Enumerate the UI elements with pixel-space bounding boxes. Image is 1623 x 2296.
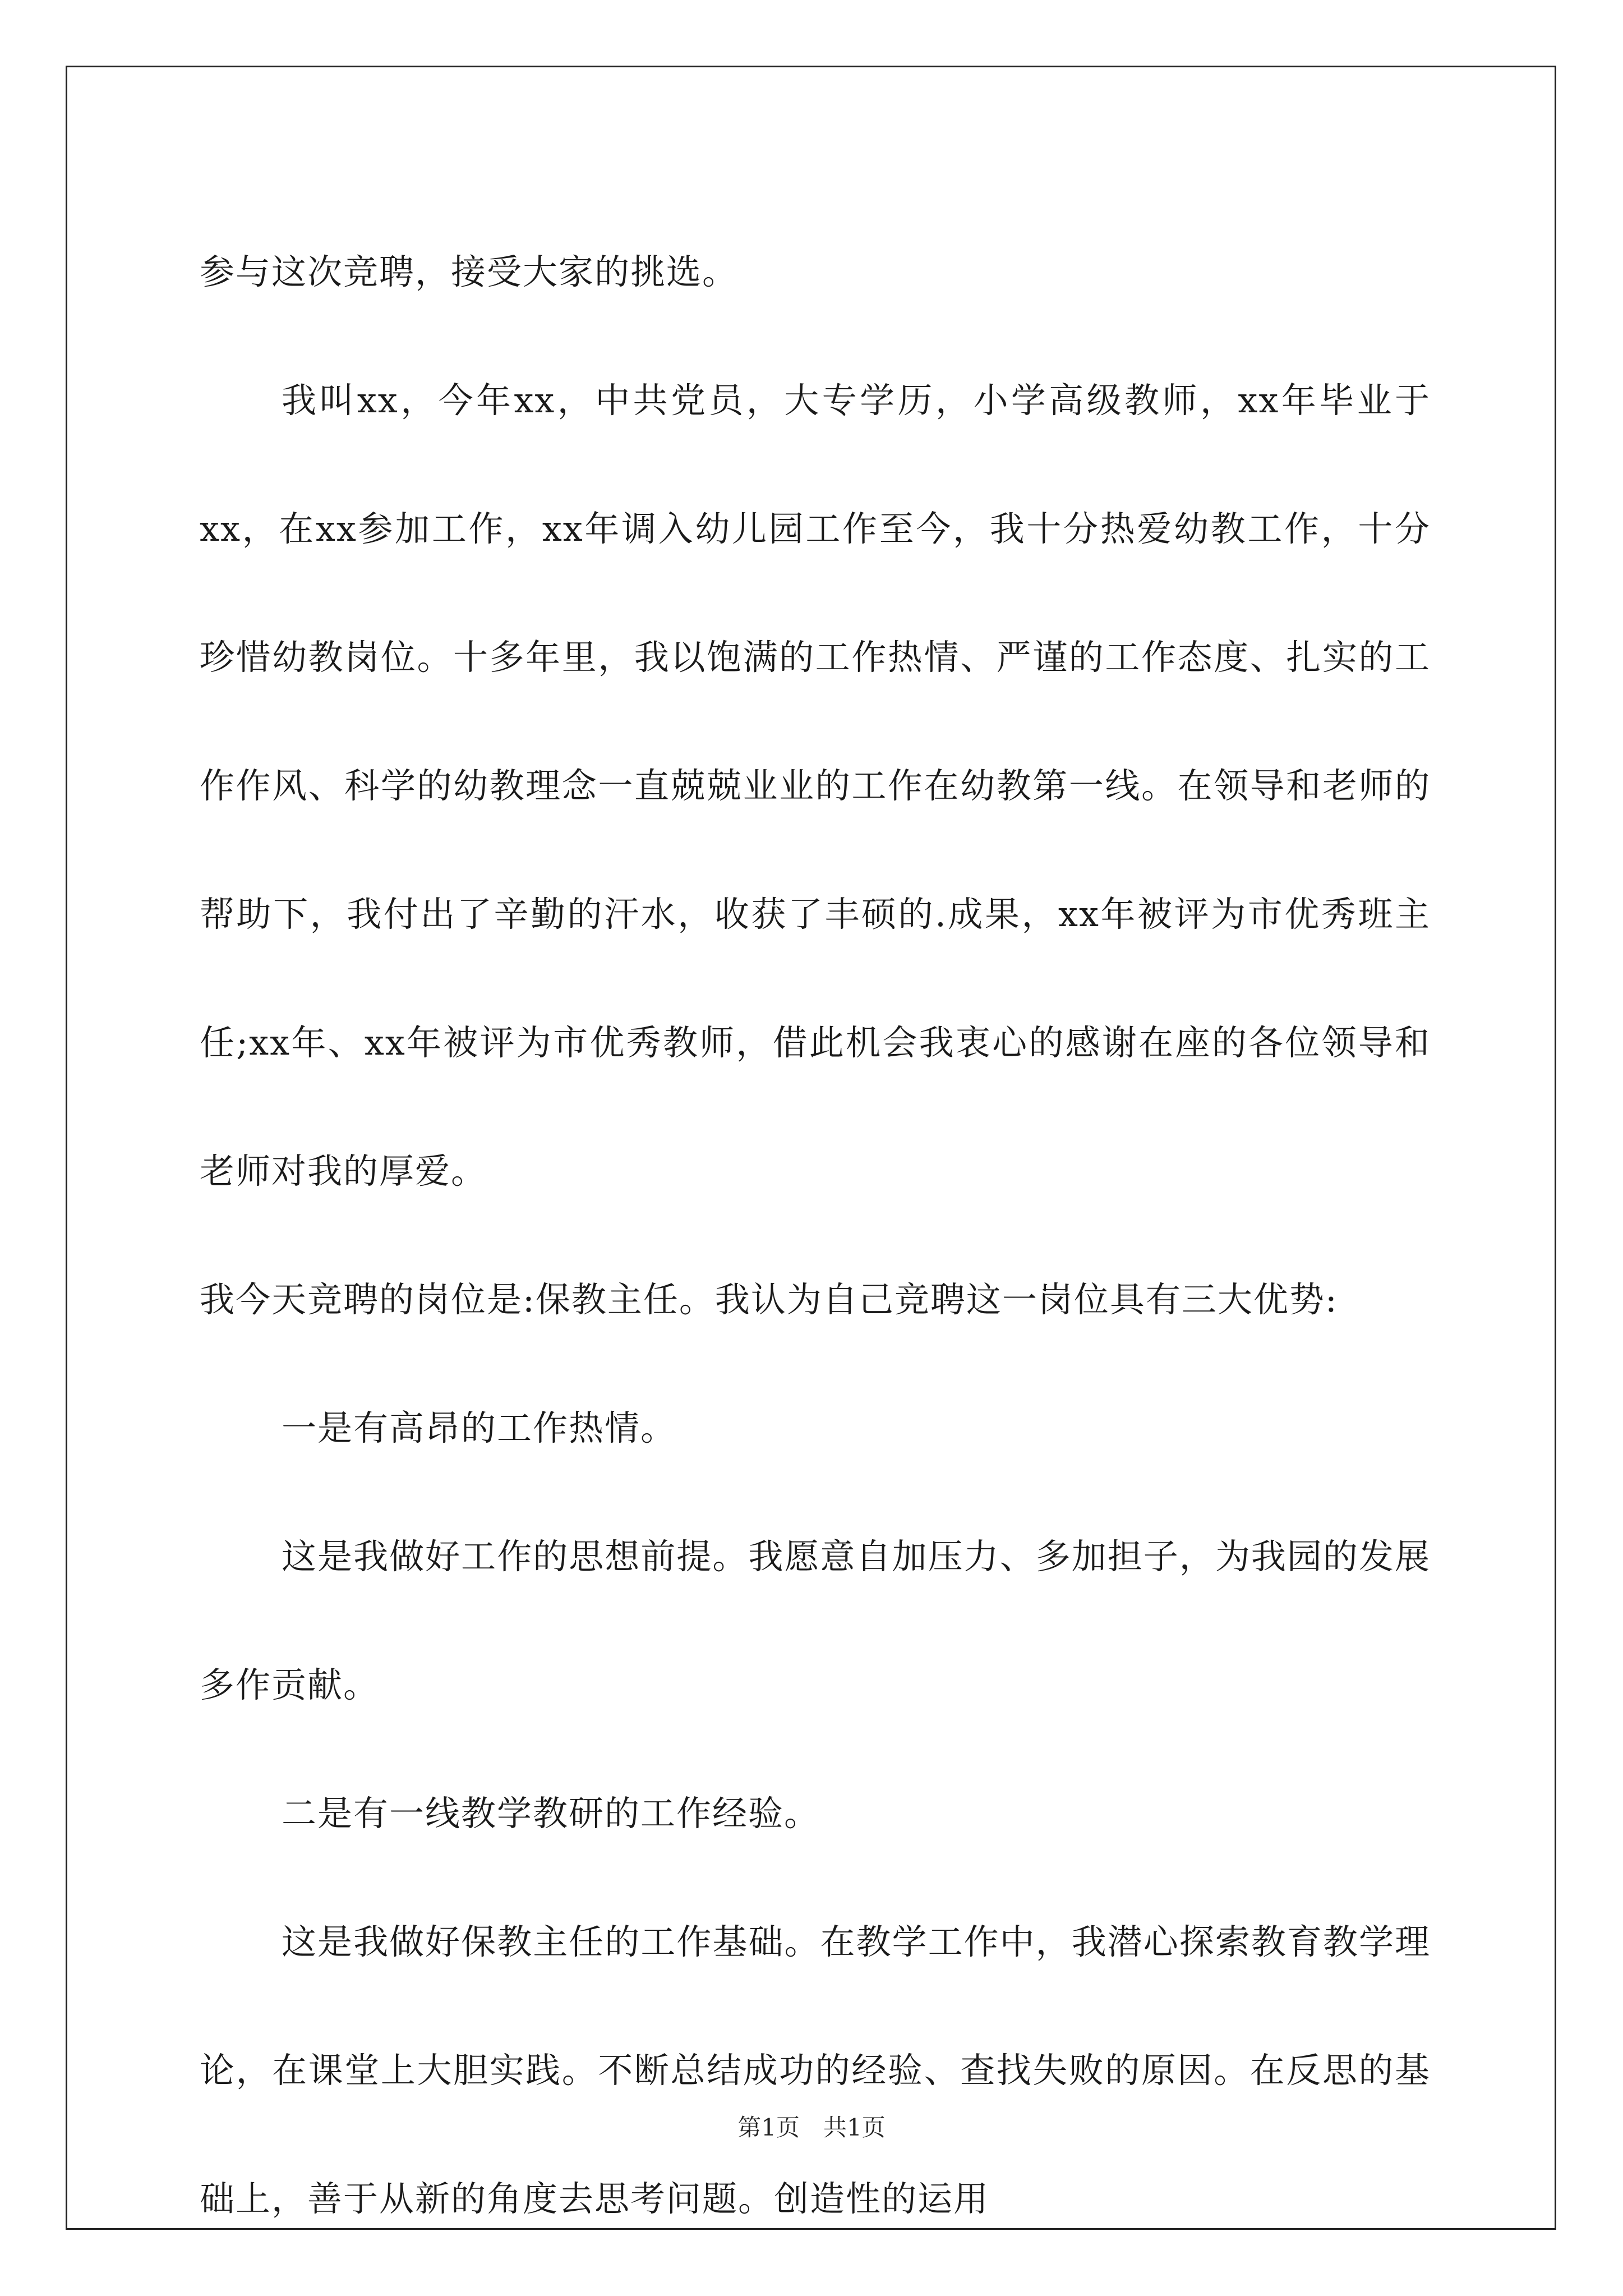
paragraph-opening: 参与这次竞聘，接受大家的挑选。 xyxy=(200,251,739,292)
paragraph-advantage-one-heading: 一是有高昂的工作热情。 xyxy=(282,1407,677,1448)
paragraph-advantage-one-body: 这是我做好工作的思想前提。我愿意自加压力、多加担子，为我园的发展多作贡献。 xyxy=(200,1536,1431,1705)
document-body xyxy=(200,208,1431,2263)
paragraph-introduction: 我叫xx，今年xx，中共党员，大专学历，小学高级教师，xx年毕业于xx，在xx参加工作，xx年调入幼儿园工作至今，我十分热爱幼教工作，十分珍惜幼教岗位。十多年里，我以饱满的工作热情、严谨的工作态度、扎实的工作作风、科学的幼教理念一直兢兢业业的工作在幼教第一线。在领导和老师的帮助下，我付出了辛勤的汗水，收获了丰硕的.成果，xx年被评为市优秀班主任;xx年、xx年被评为市优秀教师，借此机会我衷心的感谢在座的各位领导和老师对我的厚爱。 xyxy=(200,380,1431,1191)
paragraph-advantage-two-heading: 二是有一线教学教研的工作经验。 xyxy=(282,1793,820,1834)
page-number-footer: 第1页 共1页 xyxy=(737,2114,886,2141)
paragraph-position: 我今天竞聘的岗位是:保教主任。我认为自己竞聘这一岗位具有三大优势: xyxy=(200,1279,1338,1320)
paragraph-advantage-two-body: 这是我做好保教主任的工作基础。在教学工作中，我潜心探索教育教学理论，在课堂上大胆实践。不断总结成功的经验、查找失败的原因。在反思的基础上，善于从新的角度去思考问题。创造性的运用 xyxy=(200,1921,1431,2219)
